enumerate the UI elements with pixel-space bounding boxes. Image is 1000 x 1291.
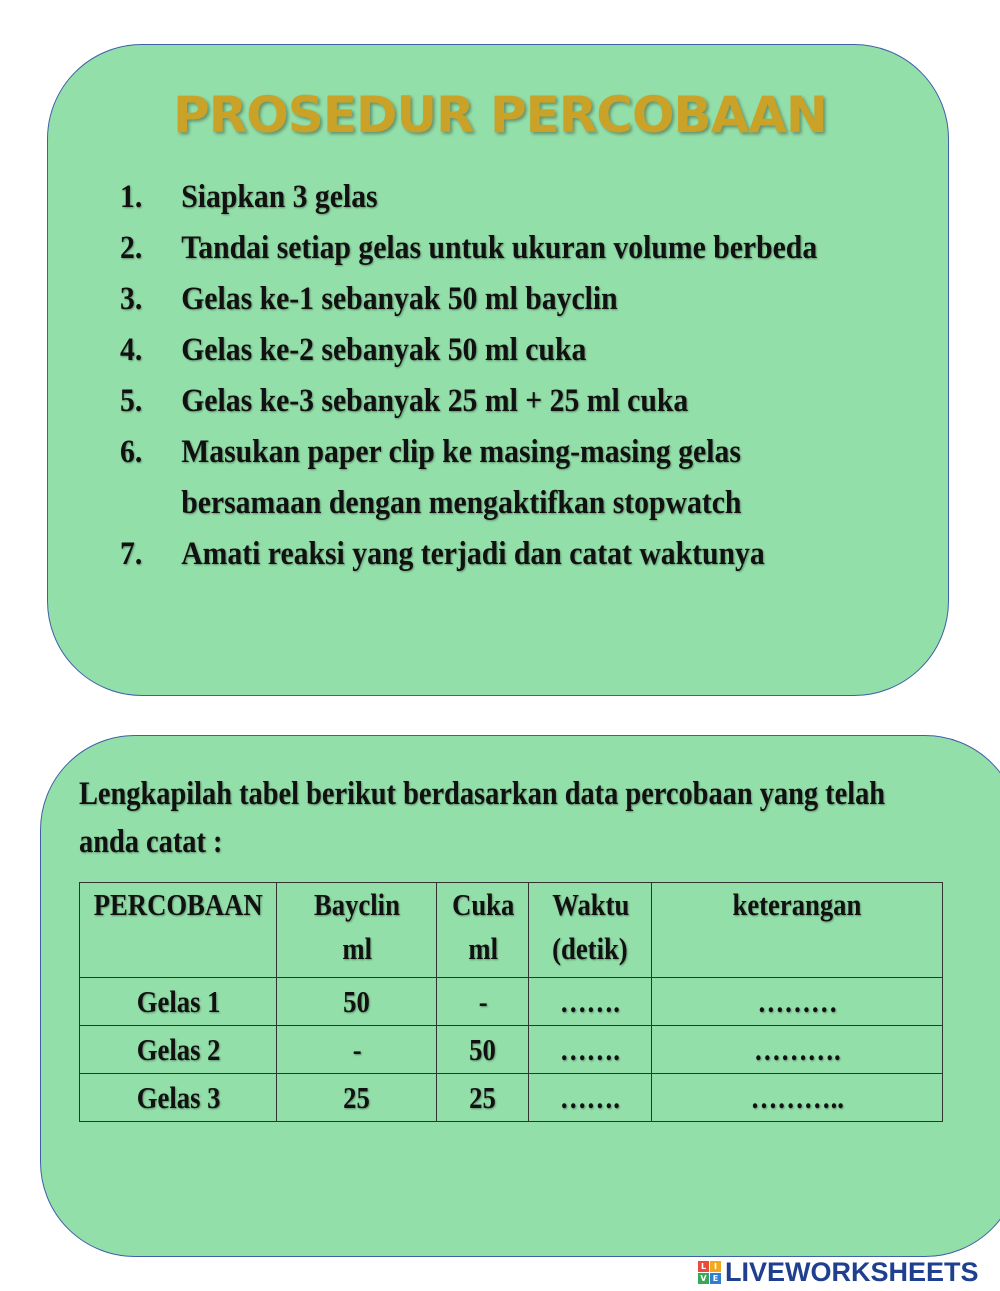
experiment-table: [79, 882, 943, 1122]
procedure-step: 7. Amati reaksi yang terjadi dan catat waktunya: [120, 536, 765, 572]
procedure-step: 6. Masukan paper clip ke masing-masing gelas bersamaan dengan mengaktifkan stopwatch: [120, 434, 742, 521]
procedure-step: 3. Gelas ke-1 sebanyak 50 ml bayclin: [120, 281, 618, 317]
header-keterangan: keterangan: [652, 883, 943, 978]
cell-cuka: 25: [437, 1074, 529, 1122]
cell-percobaan: Gelas 3: [80, 1074, 277, 1122]
cell-waktu-blank[interactable]: …….: [529, 1074, 652, 1122]
procedure-steps-list: [120, 172, 840, 580]
cell-waktu-blank[interactable]: …….: [529, 978, 652, 1026]
cell-keterangan-blank[interactable]: ………..: [652, 1074, 943, 1122]
table-instruction: Lengkapilah tabel berikut berdasarkan data percobaan yang telah anda catat :: [79, 776, 886, 860]
cell-cuka: 50: [437, 1026, 529, 1074]
cell-percobaan: Gelas 1: [80, 978, 277, 1026]
procedure-step: 5. Gelas ke-3 sebanyak 25 ml + 25 ml cuka: [120, 383, 689, 419]
header-cuka: Cuka ml: [437, 883, 529, 978]
cell-keterangan-blank[interactable]: ……….: [652, 1026, 943, 1074]
cell-keterangan-blank[interactable]: ………: [652, 978, 943, 1026]
table-header-row: [80, 883, 943, 978]
procedure-step: 2. Tandai setiap gelas untuk ukuran volume berbeda: [120, 230, 818, 266]
table-row: [80, 1026, 943, 1074]
header-bayclin: Bayclin ml: [277, 883, 437, 978]
procedure-step: 1. Siapkan 3 gelas: [120, 179, 378, 215]
header-waktu: Waktu (detik): [529, 883, 652, 978]
liveworksheets-brand: [698, 1257, 979, 1287]
procedure-title: PROSEDUR PERCOBAAN: [173, 86, 827, 144]
liveworksheets-logo-icon: L I V E: [698, 1261, 721, 1284]
liveworksheets-wordmark: LIVEWORKSHEETS: [725, 1256, 979, 1287]
cell-bayclin: 50: [277, 978, 437, 1026]
table-row: [80, 978, 943, 1026]
cell-bayclin: 25: [277, 1074, 437, 1122]
cell-bayclin: -: [277, 1026, 437, 1074]
cell-percobaan: Gelas 2: [80, 1026, 277, 1074]
cell-waktu-blank[interactable]: …….: [529, 1026, 652, 1074]
procedure-step: 4. Gelas ke-2 sebanyak 50 ml cuka: [120, 332, 587, 368]
cell-cuka: -: [437, 978, 529, 1026]
header-percobaan: PERCOBAAN: [80, 883, 277, 978]
table-row: [80, 1074, 943, 1122]
